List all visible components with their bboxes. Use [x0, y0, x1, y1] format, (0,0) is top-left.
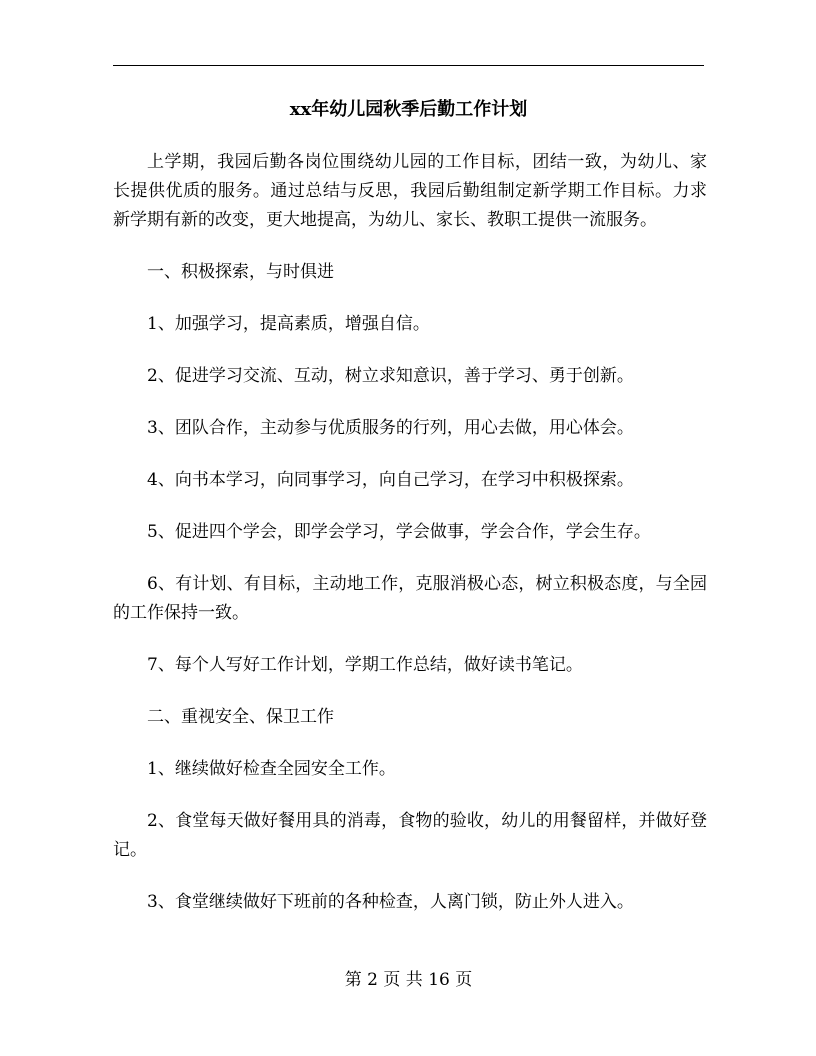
section-heading-1: 一、积极探索，与时俱进	[147, 262, 334, 282]
header-rule	[113, 65, 704, 66]
list-item: 7、每个人写好工作计划，学期工作总结，做好读书笔记。	[147, 655, 583, 675]
intro-paragraph: 上学期，我园后勤各岗位围绕幼儿园的工作目标，团结一致，为幼儿、家长提供优质的服务。通过总结与反思，我园后勤组制定新学期工作目标。力求新学期有新的改变，更大地提高，为幼儿、家长、教职工提供一流服务。	[113, 152, 707, 230]
list-item: 5、促进四个学会，即学会学习，学会做事，学会合作，学会生存。	[147, 522, 651, 542]
list-item: 3、团队合作，主动参与优质服务的行列，用心去做，用心体会。	[147, 418, 634, 438]
list-item: 1、加强学习，提高素质，增强自信。	[147, 314, 430, 334]
section-heading-2: 二、重视安全、保卫工作	[147, 707, 334, 727]
list-item: 3、食堂继续做好下班前的各种检查，人离门锁，防止外人进入。	[147, 892, 634, 912]
list-item: 4、向书本学习，向同事学习，向自己学习，在学习中积极探索。	[147, 470, 634, 490]
list-item: 1、继续做好检查全园安全工作。	[147, 759, 396, 779]
document-title: xx年幼儿园秋季后勤工作计划	[289, 99, 528, 120]
page-number-label: 第 2 页 共 16 页	[344, 970, 473, 990]
list-item: 2、食堂每天做好餐用具的消毒，食物的验收，幼儿的用餐留样，并做好登记。	[113, 811, 707, 860]
document-body	[113, 148, 707, 917]
page-footer	[113, 968, 704, 992]
list-item: 2、促进学习交流、互动，树立求知意识，善于学习、勇于创新。	[147, 366, 634, 386]
list-item: 6、有计划、有目标，主动地工作，克服消极心态，树立积极态度，与全园的工作保持一致。	[113, 574, 707, 623]
